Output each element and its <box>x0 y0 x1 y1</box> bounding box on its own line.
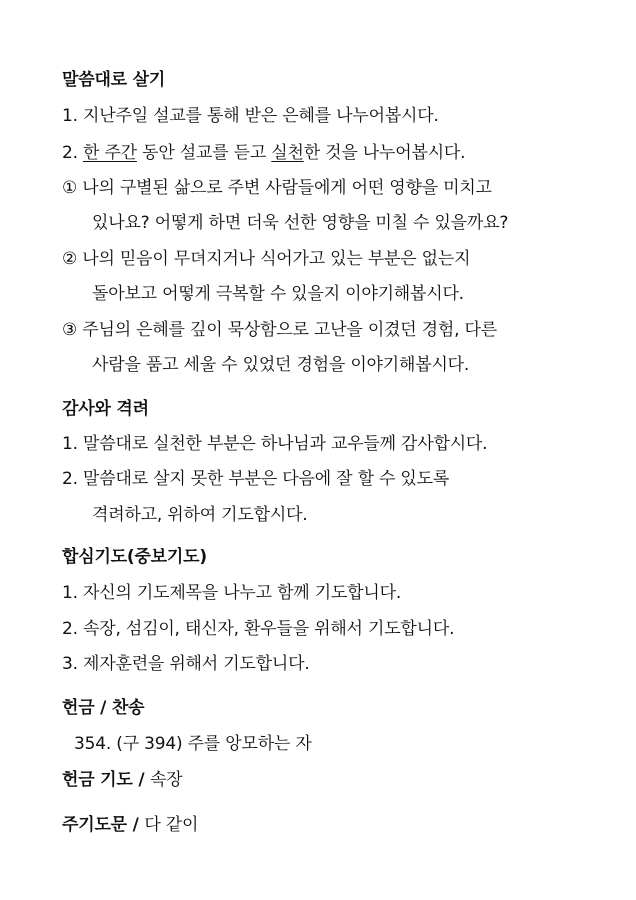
lords-prayer-value: 다 같이 <box>144 815 199 835</box>
offering-prayer-line <box>62 768 183 792</box>
sub-item: ② 나의 믿음이 무뎌지거나 식어가고 있는 부분은 없는지 <box>62 249 471 269</box>
section-title-prayer: 합심기도(중보기도) <box>62 547 207 567</box>
section-title-lords-prayer: 주기도문 / <box>62 815 145 835</box>
underlined-text: 실천 <box>271 143 304 163</box>
list-item-continuation: 격려하고, 위하여 기도합시다. <box>92 505 308 525</box>
section-title-thanks-encouragement: 감사와 격려 <box>62 399 149 419</box>
sub-item-continuation: 사람을 품고 세울 수 있었던 경험을 이야기해봅시다. <box>92 355 470 375</box>
section-title-live-by-word: 말씀대로 살기 <box>62 70 166 90</box>
list-item-text: 동안 설교를 듣고 <box>136 143 272 163</box>
offering-prayer-value: 속장 <box>150 770 183 790</box>
list-item: 1. 말씀대로 실천한 부분은 하나님과 교우들께 감사합시다. <box>62 434 488 454</box>
hymn-line: 354. (구 394) 주를 앙모하는 자 <box>74 734 312 754</box>
sub-item: ① 나의 구별된 삶으로 주변 사람들에게 어떤 영향을 미치고 <box>62 178 492 198</box>
list-item-text: 2. <box>62 143 84 163</box>
list-item: 1. 지난주일 설교를 통해 받은 은혜를 나누어봅시다. <box>62 106 439 126</box>
sub-item-continuation: 돌아보고 어떻게 극복할 수 있을지 이야기해봅시다. <box>92 284 464 304</box>
sub-item-continuation: 있나요? 어떻게 하면 더욱 선한 영향을 미칠 수 있을까요? <box>92 213 509 233</box>
section-title-offering-prayer: 헌금 기도 / <box>62 770 151 790</box>
section-title-offering-hymn: 헌금 / 찬송 <box>62 698 145 718</box>
lords-prayer-line <box>62 813 198 837</box>
list-item-text: 한 것을 나누어봅시다. <box>303 143 466 163</box>
list-item: 1. 자신의 기도제목을 나누고 함께 기도합니다. <box>62 583 402 603</box>
sub-item: ③ 주님의 은혜를 깊이 묵상함으로 고난을 이겼던 경험, 다른 <box>62 320 497 340</box>
list-item: 3. 제자훈련을 위해서 기도합니다. <box>62 654 310 674</box>
list-item: 2. 말씀대로 살지 못한 부분은 다음에 잘 할 수 있도록 <box>62 469 450 489</box>
list-item: 2. 속장, 섬김이, 태신자, 환우들을 위해서 기도합니다. <box>62 619 455 639</box>
underlined-text: 한 주간 <box>83 143 137 163</box>
list-item <box>62 141 465 165</box>
